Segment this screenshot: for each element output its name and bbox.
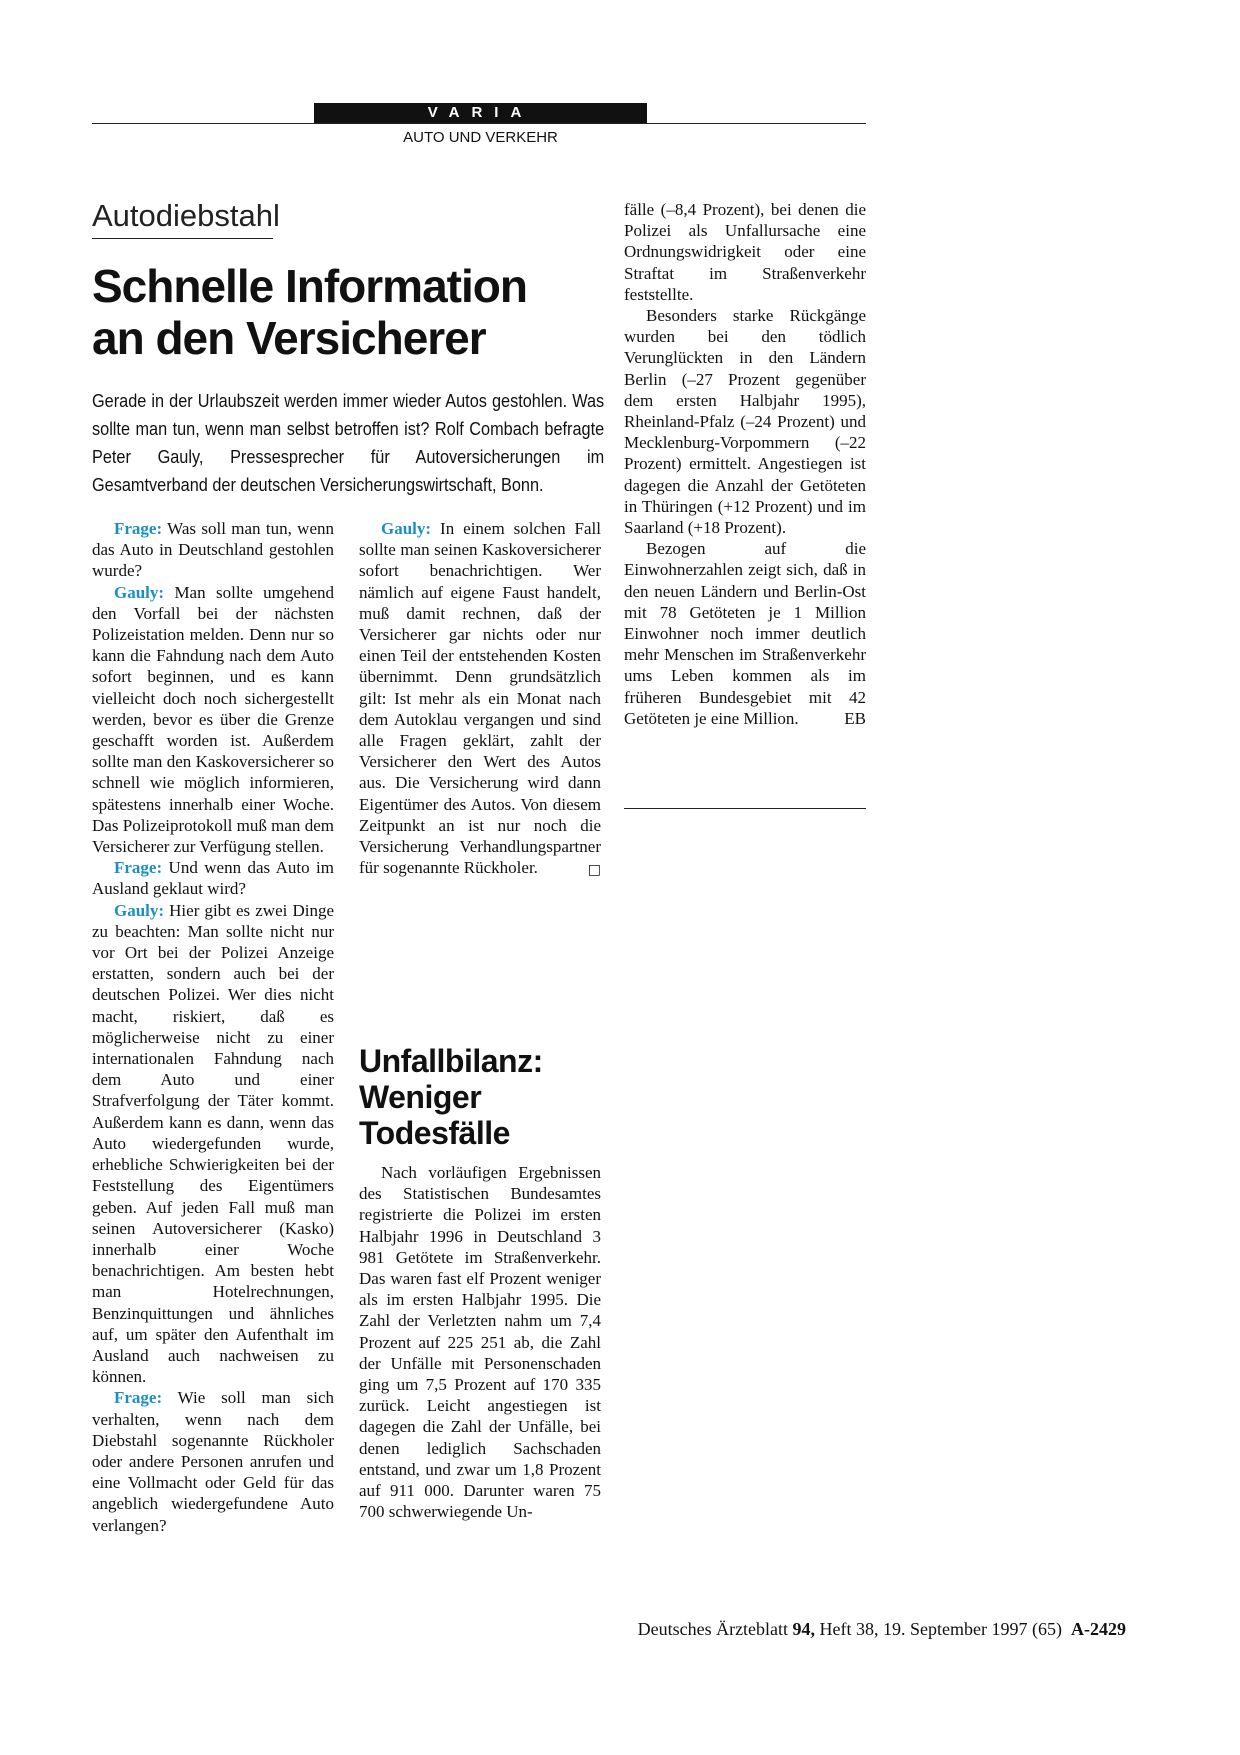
answer-2 — [92, 900, 334, 1388]
answer-text: In einem solchen Fall sollte man seinen Kaskoversicherer sofort benachrichtigen. Wer nämlich auf eigene Faust handelt, muß damit rechnen, daß der Versicherer gar nichts oder nur einen Teil der entstehenden Kosten übernimmt. Denn grundsätzlich gilt: Ist mehr als ein Monat nach dem Autoklau vergangen und sind alle Fragen geklärt, zahlt der Versicherer den Wert des Autos aus. Die Versicherung wird dann Eigentümer des Autos. Von diesem Zeitpunkt an ist nur noch die Versicherung Verhandlungspartner für sogenannte Rückholer. — [359, 519, 601, 878]
answer-text: Hier gibt es zwei Dinge zu beachten: Man sollte nicht nur vor Ort bei der Polizei Anzeige erstatten, sondern auch bei der deutschen Polizei. Wer dies nicht macht, riskiert, daß es möglicherweise nicht zu einer internationalen Fahndung nach dem Auto und einer Strafverfolgung der Täter kommt. Außerdem kann es dann, wenn das Auto wiedergefunden wurde, erhebliche Schwierigkeiten bei der Feststellung des Eigentümers geben. Auf jeden Fall muß man seinen Autoversicherer (Kasko) innerhalb einer Woche benachrichtigen. Am besten hebt man Hotelrechnungen, Benzinquittungen und ähnliches auf, um später den Aufenthalt im Ausland auch nachweisen zu können. — [92, 900, 334, 1387]
article2-paragraph-1-cont: fälle (–8,4 Prozent), bei denen die Polizei als Unfallursache eine Ordnungswidrigkeit oder eine Straftat im Straßenverkehr feststellte. — [624, 200, 866, 304]
article2-paragraph-3 — [624, 538, 866, 729]
header-rule — [92, 123, 866, 124]
answer-1 — [92, 582, 334, 858]
question-label: Frage: — [114, 858, 163, 878]
answer-label: Gauly: — [114, 900, 165, 920]
section-label: AUTO UND VERKEHR — [403, 129, 558, 146]
article2-paragraph-1: Nach vorläufigen Ergebnissen des Statistischen Bundesamtes registrierte die Polizei im ersten Halbjahr 1996 in Deutschland 3 981 Getötete im Straßenverkehr. Das waren fast elf Prozent weniger als im ersten Halbjahr 1995. Die Zahl der Verletzten nahm um 7,4 Prozent auf 225 251 ab, die Zahl der Unfälle mit Personenschaden ging um 7,5 Prozent auf 170 335 zurück. Leicht angestiegen ist dagegen die Zahl der Unfälle, bei denen lediglich Sachschaden entstand, und zwar um 1,8 Prozent auf 911 000. Darunter waren 75 700 schwerwiegende Un- — [359, 1163, 601, 1522]
author-signature: EB — [844, 708, 866, 728]
column-2 — [359, 518, 601, 881]
question-text: Und wenn das Auto im Ausland geklaut wird? — [92, 858, 334, 899]
question-3 — [92, 1387, 334, 1535]
question-text: Was soll man tun, wenn das Auto in Deutschland gestohlen wurde? — [92, 519, 334, 581]
headline-line-1: Schnelle Information — [92, 260, 527, 312]
column-1 — [92, 518, 334, 1536]
end-mark: □ — [587, 862, 601, 879]
article2-column — [359, 1162, 601, 1522]
article2-headline: Unfallbilanz: Weniger Todesfälle — [359, 1043, 543, 1151]
question-label: Frage: — [114, 519, 163, 538]
article-kicker: Autodiebstahl — [92, 198, 280, 233]
issue-info: Heft 38, 19. September 1997 (65) — [815, 1619, 1062, 1639]
answer-3 — [359, 518, 601, 878]
volume-number: 94, — [792, 1619, 816, 1639]
answer-label: Gauly: — [381, 519, 432, 538]
article-headline — [92, 260, 632, 364]
article-lead: Gerade in der Urlaubszeit werden immer wieder Autos gestohlen. Was sollte man tun, wenn man selbst betroffen ist? Rolf Combach befragte Peter Gauly, Pressesprecher für Autoversicherungen im Gesamtverband der deutschen Versicherungswirtschaft, Bonn. — [92, 390, 605, 495]
kicker-underline — [92, 238, 273, 239]
question-1 — [92, 518, 334, 582]
section-bar: VARIA — [314, 103, 647, 123]
paragraph-text: Bezogen auf die Einwohnerzahlen zeigt sich, daß in den neuen Ländern und Berlin-Ost mit 78 Getöteten je 1 Million Einwohner noch immer deutlich mehr Menschen im Straßenverkehr ums Leben kommen als im früheren Bundesgebiet mit 42 Getöteten je eine Million. — [624, 539, 866, 728]
page-footer — [560, 1619, 1126, 1640]
question-text: Wie soll man sich verhalten, wenn nach dem Diebstahl sogenannte Rückholer oder andere Personen anrufen und eine Vollmacht oder Geld für das angeblich wiedergefundene Auto verlangen? — [92, 1388, 334, 1535]
question-label: Frage: — [114, 1388, 163, 1408]
article2-paragraph-2: Besonders starke Rückgänge wurden bei den tödlich Verunglückten in den Ländern Berlin (–27 Prozent gegenüber dem ersten Halbjahr 1995), Rheinland-Pfalz (–24 Prozent) und Mecklenburg-Vorpommern (–22 Prozent) ermittelt. Angestiegen ist dagegen die Anzahl der Getöteten in Thüringen (+12 Prozent) und im Saarland (+18 Prozent). — [624, 306, 866, 538]
article-end-rule — [624, 808, 866, 809]
answer-text: Man sollte umgehend den Vorfall bei der nächsten Polizeistation melden. Denn nur so kann die Fahndung nach dem Auto sofort beginnen, und es kann vielleicht doch noch sichergestellt werden, bevor es über die Grenze geschafft worden ist. Außerdem sollte man den Kaskoversicherer so schnell wie möglich informieren, spätestens innerhalb einer Woche. Das Polizeiprotokoll muß man dem Versicherer zur Verfügung stellen. — [92, 582, 334, 857]
journal-name: Deutsches Ärzteblatt — [637, 1619, 793, 1639]
column-3 — [624, 199, 866, 729]
headline-line-2: an den Versicherer — [92, 312, 486, 364]
question-2 — [92, 857, 334, 899]
page-number: A-2429 — [1071, 1619, 1126, 1639]
answer-label: Gauly: — [114, 582, 165, 602]
